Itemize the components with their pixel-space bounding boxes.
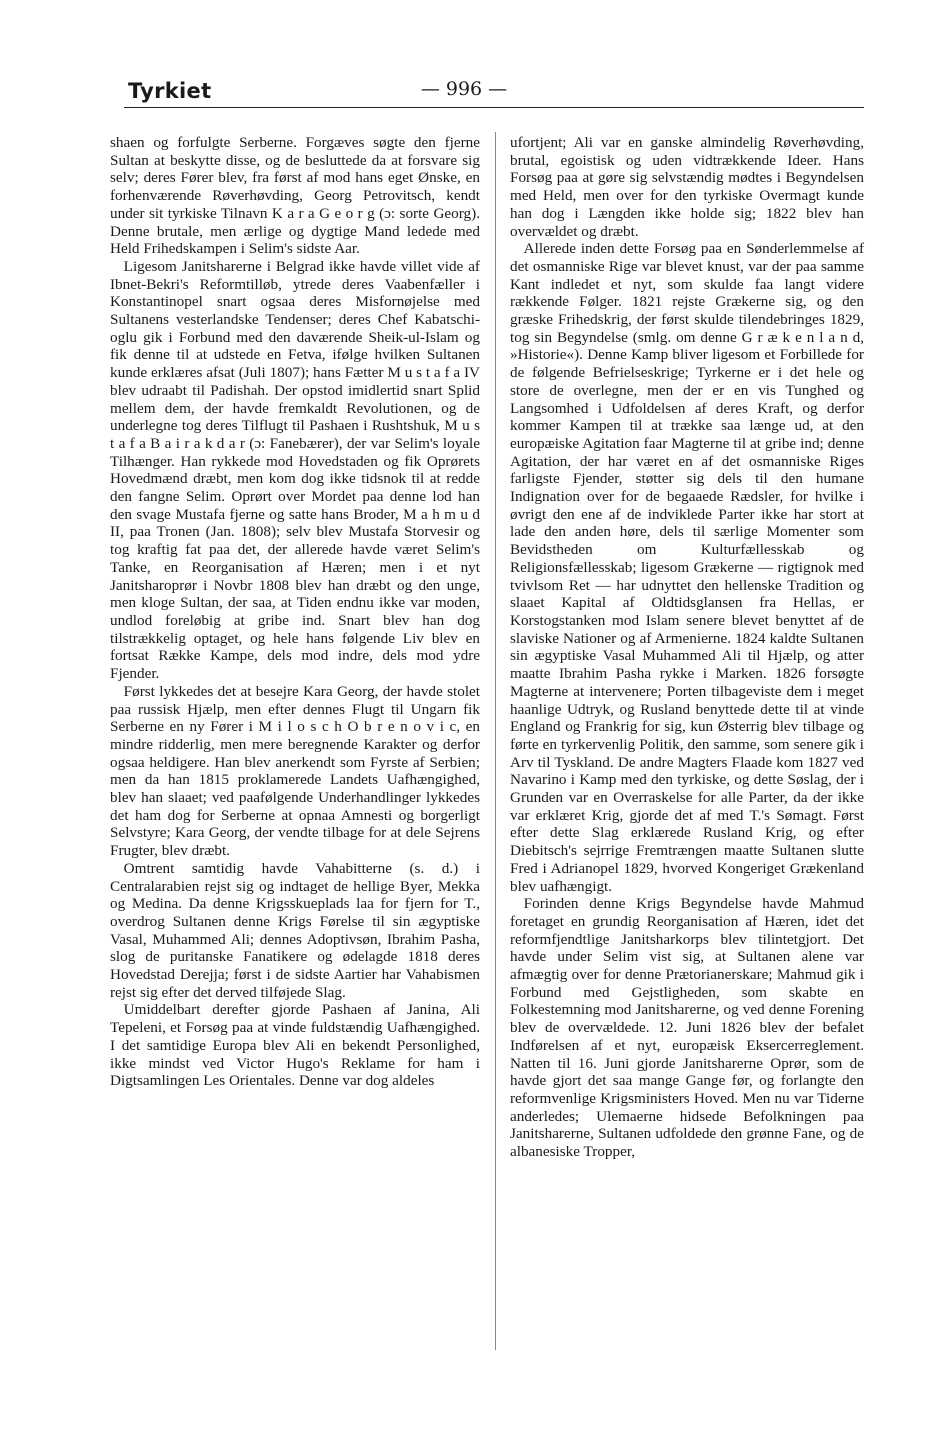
left-column xyxy=(110,134,480,1090)
paragraph: ufortjent; Ali var en ganske almindelig Røverhøvding, brutal, egoistisk og uden vidtrækkende Ideer. Hans Forsøg paa at gøre sig selvstændig mødtes i Begyndelsen med Held, men over for den tyrkiske Overmagt kunde han dog i Længden ikke holde sig; 1822 blev han overvældet og dræbt. xyxy=(510,134,864,240)
paragraph: Ligesom Janitsharerne i Belgrad ikke havde villet vide af Ibnet-Bekri's Reformtilløb, ytrede deres Vaabenfæller i Konstantinopel snart ogsaa deres Misfornøjelse med Sultanens vesterlandske Tendenser; deres Chef Kabatschi-oglu gik i Forbund med den daværende Sheik-ul-Islam og fik denne til at udstede en Fetva, ifølge hvilken Sultanen kunde erklæres afsat (Juli 1807); hans Fætter M u s t a f a IV blev udraabt til Padishah. Der opstod imidlertid snart Splid mellem dem, der havde fremkaldt Revolutionen, og de underlegne tog deres Tilflugt til Pashaen i Rushtshuk, M u s t a f a B a i r a k d a r (ɔ: Fanebærer), der var Selim's loyale Tilhænger. Han rykkede mod Hovedstaden og fik Oprørets Hovedmænd dræbt, men kom dog ikke tidsnok til at redde den fangne Selim. Oprørt over Mordet paa denne lod han den svage Mustafa fjerne og satte hans Broder, M a h m u d II, paa Tronen (Jan. 1808); selv blev Mustafa Storvesir og tog kraftig fat paa det, der allerede havde været Selim's Tanke, en Reorganisation af Hæren; men i et nyt Janitsharoprør i Novbr 1808 blev han dræbt og den unge, men kloge Sultan, der saa, at Tiden endnu ikke var moden, undlod foreløbig at gribe ind. Snart blev han dog tilstrækkelig optaget, og hele hans følgende Liv blev en fortsat Række Kampe, dels mod indre, dels mod ydre Fjender. xyxy=(110,257,480,683)
right-column xyxy=(510,134,864,1161)
page-header xyxy=(0,74,928,114)
page-number: — 996 — xyxy=(420,78,508,100)
paragraph: Først lykkedes det at besejre Kara Georg, der havde stolet paa russisk Hjælp, men efter dennes Flugt til Ungarn fik Serberne en ny Fører i M i l o s c h O b r e n o v i c, en mindre ridderlig, men mere beregnende Karakter og derfor ogsaa heldigere. Han blev anerkendt som Fyrste af Serbien; men da han 1815 proklamerede Landets Uafhængighed, blev han slaaet; ved paafølgende Underhandlinger lykkedes det ham dog for Serberne at opnaa Amnesti og borgerligt Selvstyre; Kara Georg, der vendte tilbage for at dele Sejrens Frugter, blev dræbt. xyxy=(110,682,480,860)
paragraph: Forinden denne Krigs Begyndelse havde Mahmud foretaget en grundig Reorganisation af Hæren, idet det reformfjendtlige Janitsharkorps blev tilintetgjort. Det havde under Selim vist sig, at Sultanen alene var afmægtig over for denne Prætorianerskare; Mahmud gik i Forbund med Gejstligheden, som skabte en Folkestemning mod Janitsharerne, og ved denne Forening blev de overvældede. 12. Juni 1826 blev der befalet Indførelsen af et nyt, europæisk Eksercerreglement. Natten til 16. Juni gjorde Janitsharerne Oprør, som de havde gjort det saa mange Gange før, og forlangte den reformvenlige Krigsministers Hoved. Men nu var Tiderne anderledes; Ulemaerne hidsede Befolkningen paa Janitsharerne, Sultanen udfoldede den grønne Fane, og de albanesiske Tropper, xyxy=(510,895,864,1161)
paragraph: Omtrent samtidig havde Vahabitterne (s. d.) i Centralarabien rejst sig og indtaget de hellige Byer, Mekka og Medina. Da denne Krigsskueplads laa for fjern for T., overdrog Sultanen denne Krigs Førelse til sin ægyptiske Vasal, Muhammed Ali; dennes Adoptivsøn, Ibrahim Pasha, slog de puritanske Fanatikere og ødelagde 1818 deres Hovedstad Derejja; først i de sidste Aartier har Vahabismen rejst sig efter det derved tilføjede Slag. xyxy=(110,859,480,1001)
paragraph: shaen og forfulgte Serberne. Forgæves søgte den fjerne Sultan at beskytte disse, og de besluttede da at forsvare sig selv; deres Fører blev, fra først af mod hans eget Ønske, en forhenværende Røverhøvding, Georg Petrovitsch, kendt under sit tyrkiske Tilnavn K a r a G e o r g (ɔ: sorte Georg). Denne brutale, men ærlige og dygtige Mand ledede med Held Frihedskampen i Selim's sidste Aar. xyxy=(110,134,480,258)
paragraph: Allerede inden dette Forsøg paa en Sønderlemmelse af det osmanniske Rige var blevet knust, var der paa samme Kant indledet et nyt, som skulde faa langt videre rækkende Følger. 1821 rejste Grækerne sig, og den græske Frihedskrig, der først skulde tilendebringes 1829, tog sin Begyndelse (smlg. om denne G r æ k e n l a n d, »Historie«). Denne Kamp bliver ligesom et Forbillede for de følgende Befrielseskrige; Tyrkerne er i det hele og store de overlegne, men der er en vis Tunghed og Langsomhed i Udfoldelsen af deres Kraft, og derfor kommer Kampen til at trække saa længe ud, at den europæiske Agitation faar Magterne til at gribe ind; denne Agitation, der har været en af det osmanniske Riges farligste Fjender, støtter sig dels til den humane Indignation over for de begaaede Rædsler, for hvilke i øvrigt den ene af de indviklede Parter ikke har stort at lade den anden høre, dels til særlige Momenter som Bevidstheden om Kulturfællesskab og Religionsfællesskab; ligesom Grækerne — rigtignok med tvivlsom Ret — har udnyttet den hellenske Tradition og slaaet Kapital af Oldtidsglansen fra Hellas, er Korstogstanken mod Islam senere blevet benyttet af de slaviske Nationer og af Armenierne. 1824 kaldte Sultanen sin ægyptiske Vasal Muhammed Ali til Hjælp, og atter maatte Ibrahim Pasha rykke i Marken. 1826 forsøgte Magterne at intervenere; Porten tilbageviste dem i meget haanlige Udtryk, og Rusland benyttede dette til at vinde England og Frankrig for sig, kun Østerrig blev tilbage og førte en tyrkervenlig Politik, den samme, som senere gik i Arv til Tyskland. De andre Magters Flaade kom 1827 ved Navarino i Kamp med den tyrkiske, og dette Søslag, der i Grunden var en Overraskelse for alle Parter, da der ikke var erklæret Krig, gjorde det af med T.'s Sømagt. Først efter dette Slag erklærede Rusland Krig, og efter Diebitsch's sejrrige Fremtrængen maatte Sultanen slutte Fred i Adrianopel 1829, hvorved Kongeriget Grækenland blev uafhængigt. xyxy=(510,240,864,895)
running-head: Tyrkiet xyxy=(128,79,212,103)
column-divider xyxy=(495,132,496,1350)
header-rule xyxy=(124,107,864,108)
paragraph: Umiddelbart derefter gjorde Pashaen af Janina, Ali Tepeleni, et Forsøg paa at vinde fuldstændig Uafhængighed. I det samtidige Europa blev Ali en bekendt Personlighed, ikke mindst ved Victor Hugo's Reklame for ham i Digtsamlingen Les Orientales. Denne var dog aldeles xyxy=(110,1001,480,1090)
